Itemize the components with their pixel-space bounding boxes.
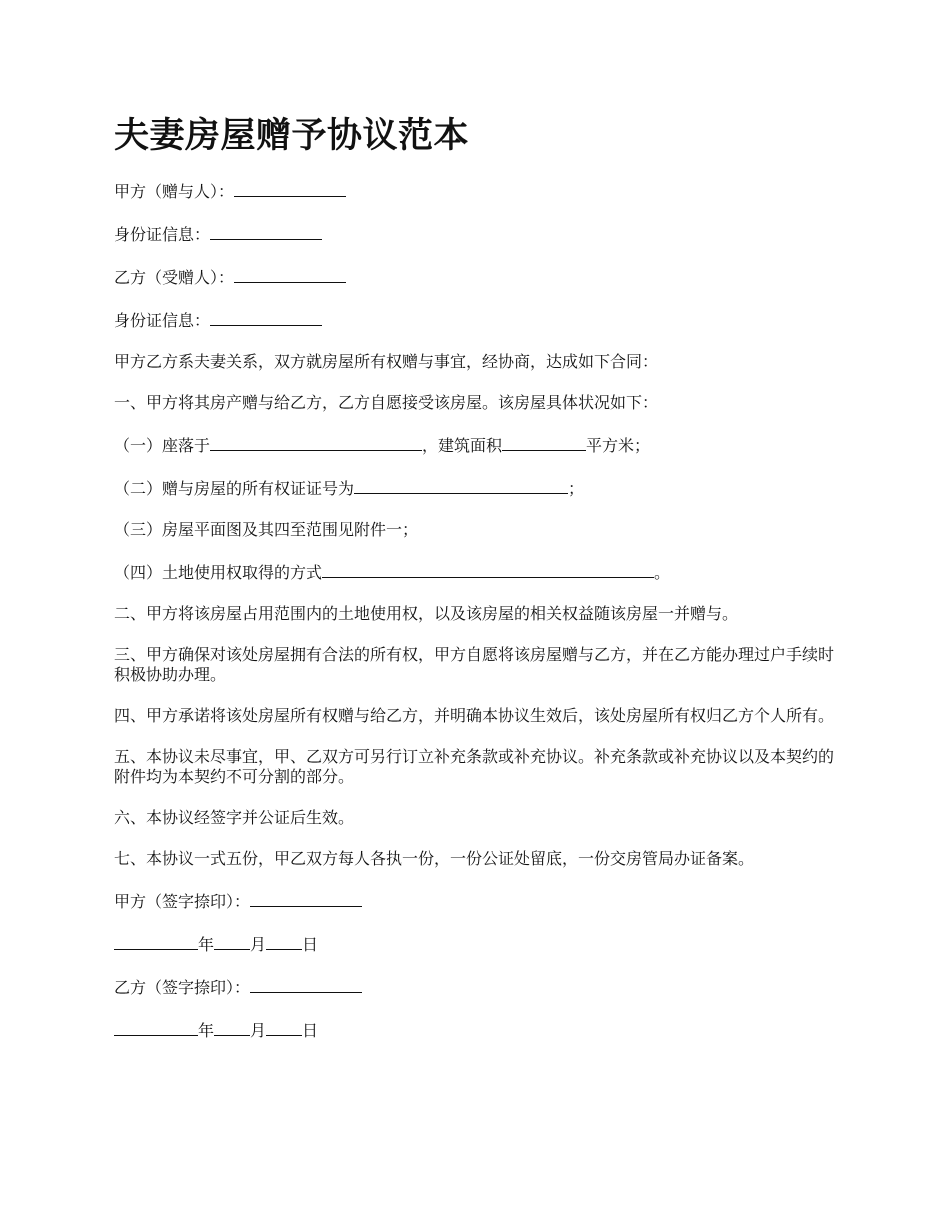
party-a-label: 甲方（赠与人）： <box>114 182 235 201</box>
day-label: 日 <box>302 1021 319 1040</box>
date-a-month-blank <box>214 933 250 950</box>
party-a-id-line <box>114 223 874 245</box>
party-b-label: 乙方（受赠人）： <box>114 268 235 287</box>
item-1-line <box>114 434 874 456</box>
land-use-method-blank <box>322 561 654 578</box>
sign-a-blank <box>250 890 362 907</box>
month-label: 月 <box>250 935 267 954</box>
party-a-line <box>114 180 874 202</box>
date-b-month-blank <box>214 1019 250 1036</box>
clause-4: 四、甲方承诺将该处房屋所有权赠与给乙方，并明确本协议生效后，该处房屋所有权归乙方个人所有。 <box>114 706 835 725</box>
item-1-prefix: （一）座落于 <box>114 436 211 455</box>
date-b-day-blank <box>266 1019 302 1036</box>
party-b-blank <box>234 266 346 283</box>
id-info-label-2: 身份证信息： <box>114 311 211 330</box>
sign-b-label: 乙方（签字捺印）： <box>114 978 251 997</box>
date-b-line <box>114 1019 874 1041</box>
item-1-suffix: 平方米； <box>586 436 651 455</box>
clause-6: 六、本协议经签字并公证后生效。 <box>114 808 355 827</box>
page-title: 夫妻房屋赠予协议范本 <box>114 116 470 156</box>
sign-b-line <box>114 976 874 998</box>
clause-2: 二、甲方将该房屋占用范围内的土地使用权，以及该房屋的相关权益随该房屋一并赠与。 <box>114 604 739 623</box>
party-b-id-line <box>114 309 874 331</box>
year-label: 年 <box>198 1021 215 1040</box>
sign-a-line <box>114 890 874 912</box>
id-info-label: 身份证信息： <box>114 225 211 244</box>
sign-b-blank <box>250 976 362 993</box>
year-label: 年 <box>198 935 215 954</box>
item-4-line <box>114 561 874 583</box>
party-b-id-blank <box>210 309 322 326</box>
date-a-line <box>114 933 874 955</box>
clause-1: 一、甲方将其房产赠与给乙方，乙方自愿接受该房屋。该房屋具体状况如下： <box>114 393 659 412</box>
item-2-prefix: （二）赠与房屋的所有权证证号为 <box>114 479 355 498</box>
clause-5: 五、本协议未尽事宜，甲、乙双方可另行订立补充条款或补充协议。补充条款或补充协议以及本契约的附件均为本契约不可分割的部分。 <box>114 747 835 786</box>
clause-3: 三、甲方确保对该处房屋拥有合法的所有权，甲方自愿将该房屋赠与乙方，并在乙方能办理过户手续时积极协助办理。 <box>114 645 835 684</box>
party-a-blank <box>234 180 346 197</box>
area-blank <box>502 434 586 451</box>
item-2-suffix: ； <box>568 479 585 498</box>
item-4-prefix: （四）土地使用权取得的方式 <box>114 563 323 582</box>
date-a-day-blank <box>266 933 302 950</box>
sign-a-label: 甲方（签字捺印）： <box>114 892 251 911</box>
date-b-year-blank <box>114 1019 198 1036</box>
party-b-line <box>114 266 874 288</box>
date-a-year-blank <box>114 933 198 950</box>
item-2-line <box>114 477 874 499</box>
location-blank <box>210 434 422 451</box>
document-page <box>114 112 874 1062</box>
certificate-number-blank <box>354 477 568 494</box>
party-a-id-blank <box>210 223 322 240</box>
month-label: 月 <box>250 1021 267 1040</box>
clause-7: 七、本协议一式五份，甲乙双方每人各执一份，一份公证处留底，一份交房管局办证备案。 <box>114 849 755 868</box>
day-label: 日 <box>302 935 319 954</box>
item-3-line: （三）房屋平面图及其四至范围见附件一； <box>114 520 419 539</box>
intro-paragraph: 甲方乙方系夫妻关系，双方就房屋所有权赠与事宜，经协商，达成如下合同： <box>114 352 659 371</box>
item-4-suffix: 。 <box>654 563 671 582</box>
item-1-mid: ，建筑面积 <box>422 436 503 455</box>
